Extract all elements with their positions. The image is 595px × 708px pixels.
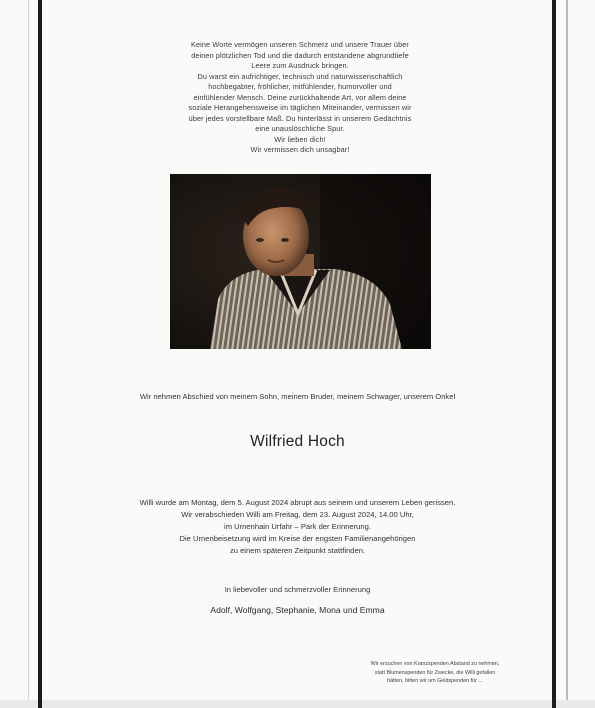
note-line: Wir ersuchen von Kranzspenden Abstand zu nehmen, <box>370 661 500 667</box>
portrait-photo <box>170 174 431 349</box>
memorial-poem <box>150 40 450 156</box>
funeral-details <box>90 497 505 557</box>
details-line: zu einem späteren Zeitpunkt stattfinden. <box>229 546 366 555</box>
memory-line: In liebevoller und schmerzvoller Erinnerung <box>224 585 371 594</box>
poem-line: deinen plötzlichen Tod und die dadurch entstandene abgrundtiefe <box>191 50 409 60</box>
details-line: Die Urnenbeisetzung wird im Kreise der engsten Familienangehörigen <box>179 534 416 543</box>
poem-line: soziale Herangehensweise im täglichen Miteinander, vermissen wir <box>188 103 412 112</box>
family-names: Adolf, Wolfgang, Stephanie, Mona und Emma <box>210 605 385 615</box>
details-line: Willi wurde am Montag, dem 5. August 2024 abrupt aus seinem und unserem Leben gerissen. <box>139 498 456 507</box>
poem-line: Keine Worte vermögen unseren Schmerz und unsere Trauer über <box>191 40 409 49</box>
poem-line: einfühlender Mensch. Deine zurückhaltende Art, vor allem deine <box>193 92 407 102</box>
poem-line: Leere zum Ausdruck bringen. <box>251 61 349 70</box>
farewell-intro: Wir nehmen Abschied von meinem Sohn, meinem Bruder, meinem Schwager, unserem Onkel <box>139 392 456 401</box>
poem-line: hochbegabter, fröhlicher, mitfühlender, humorvoller und <box>208 82 392 91</box>
note-line: hätten, bitten wir um Geldspenden für ... <box>387 678 483 684</box>
page-edge-line <box>28 0 29 700</box>
poem-line: über jedes vorstellbare Maß. Du hinterlässt in unserem Gedächtnis <box>188 113 412 123</box>
poem-line: Wir lieben dich! <box>274 134 326 144</box>
poem-line: Du warst ein aufrichtiger, technisch und naturwissenschaftlich <box>197 71 403 81</box>
portrait-illustration <box>170 174 431 349</box>
details-line: im Urnenhain Urfahr – Park der Erinnerung. <box>224 522 371 531</box>
donation-note <box>340 660 530 686</box>
deceased-name: Wilfried Hoch <box>250 433 345 450</box>
note-line: statt Blumenspenden für Zwecke, die Willi gefallen <box>374 669 496 676</box>
details-line: Wir verabschieden Willi am Freitag, dem 23. August 2024, 14.00 Uhr, <box>181 510 414 519</box>
page-edge-line-right <box>566 0 568 700</box>
poem-line: Wir vermissen dich unsagbar! <box>250 145 350 154</box>
poem-line: eine unauslöschliche Spur. <box>255 124 345 133</box>
